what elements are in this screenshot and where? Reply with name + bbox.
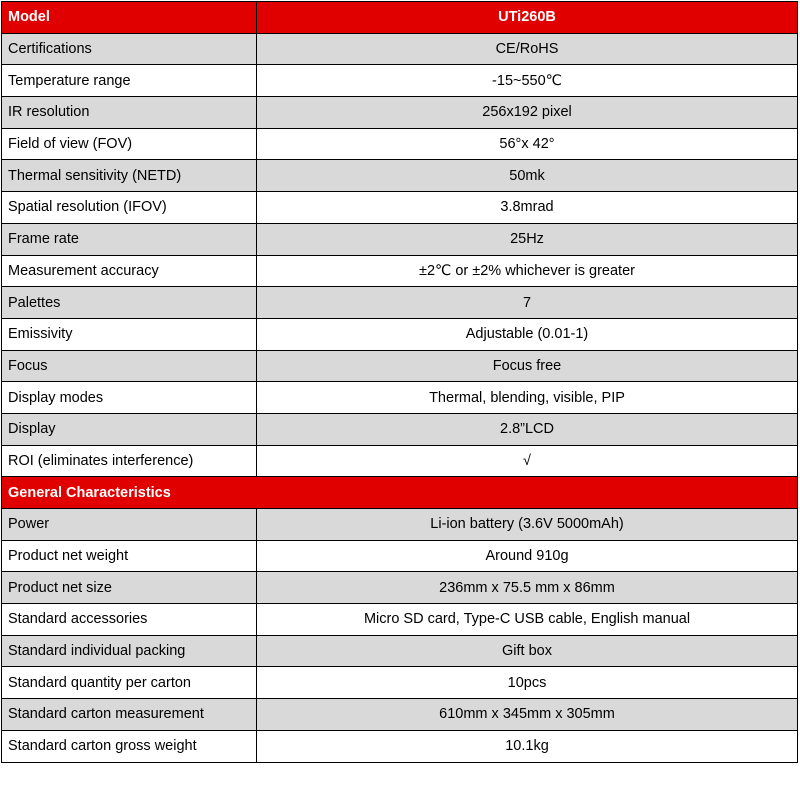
spec-table — [1, 1, 798, 763]
table-row — [2, 445, 798, 477]
spec-value: 236mm x 75.5 mm x 86mm — [257, 572, 798, 604]
spec-label: Standard carton measurement — [2, 699, 257, 731]
table-row — [2, 33, 798, 65]
spec-label: Temperature range — [2, 65, 257, 97]
spec-label: Certifications — [2, 33, 257, 65]
spec-value: 25Hz — [257, 223, 798, 255]
table-row — [2, 413, 798, 445]
spec-value: 56°x 42° — [257, 128, 798, 160]
spec-label: Power — [2, 509, 257, 541]
spec-value: 2.8”LCD — [257, 413, 798, 445]
spec-label: Display modes — [2, 382, 257, 414]
spec-label: Field of view (FOV) — [2, 128, 257, 160]
table-row — [2, 65, 798, 97]
spec-value: √ — [257, 445, 798, 477]
spec-value: Around 910g — [257, 540, 798, 572]
table-row — [2, 350, 798, 382]
spec-value: 10.1kg — [257, 730, 798, 762]
table-row — [2, 287, 798, 319]
spec-value: 10pcs — [257, 667, 798, 699]
spec-label: Focus — [2, 350, 257, 382]
spec-label: IR resolution — [2, 97, 257, 129]
spec-value: 610mm x 345mm x 305mm — [257, 699, 798, 731]
table-row — [2, 604, 798, 636]
spec-value: 3.8mrad — [257, 192, 798, 224]
section-title: General Characteristics — [2, 477, 798, 509]
spec-label: Emissivity — [2, 318, 257, 350]
header-label: Model — [2, 2, 257, 34]
table-row — [2, 192, 798, 224]
spec-label: ROI (eliminates interference) — [2, 445, 257, 477]
table-row — [2, 382, 798, 414]
spec-label: Product net size — [2, 572, 257, 604]
spec-label: Standard accessories — [2, 604, 257, 636]
spec-label: Frame rate — [2, 223, 257, 255]
spec-value: Adjustable (0.01-1) — [257, 318, 798, 350]
spec-label: Standard individual packing — [2, 635, 257, 667]
table-row — [2, 509, 798, 541]
table-row — [2, 318, 798, 350]
spec-value: Micro SD card, Type-C USB cable, English manual — [257, 604, 798, 636]
spec-label: Standard carton gross weight — [2, 730, 257, 762]
spec-value: ±2℃ or ±2% whichever is greater — [257, 255, 798, 287]
table-row — [2, 255, 798, 287]
spec-label: Measurement accuracy — [2, 255, 257, 287]
table-row — [2, 730, 798, 762]
spec-label: Display — [2, 413, 257, 445]
table-row — [2, 160, 798, 192]
spec-value: 256x192 pixel — [257, 97, 798, 129]
spec-value: Thermal, blending, visible, PIP — [257, 382, 798, 414]
table-row — [2, 540, 798, 572]
model-name: UTi260B — [257, 2, 798, 34]
spec-value: 50mk — [257, 160, 798, 192]
table-row — [2, 97, 798, 129]
spec-label: Spatial resolution (IFOV) — [2, 192, 257, 224]
table-row — [2, 128, 798, 160]
spec-value: CE/RoHS — [257, 33, 798, 65]
spec-value: Li-ion battery (3.6V 5000mAh) — [257, 509, 798, 541]
spec-label: Product net weight — [2, 540, 257, 572]
spec-value: 7 — [257, 287, 798, 319]
spec-value: Gift box — [257, 635, 798, 667]
table-row — [2, 572, 798, 604]
table-row — [2, 667, 798, 699]
table-header-row — [2, 2, 798, 34]
table-row — [2, 223, 798, 255]
table-row — [2, 635, 798, 667]
spec-label: Palettes — [2, 287, 257, 319]
section-header-row — [2, 477, 798, 509]
table-row — [2, 699, 798, 731]
spec-label: Thermal sensitivity (NETD) — [2, 160, 257, 192]
spec-label: Standard quantity per carton — [2, 667, 257, 699]
spec-value: -15~550℃ — [257, 65, 798, 97]
spec-value: Focus free — [257, 350, 798, 382]
